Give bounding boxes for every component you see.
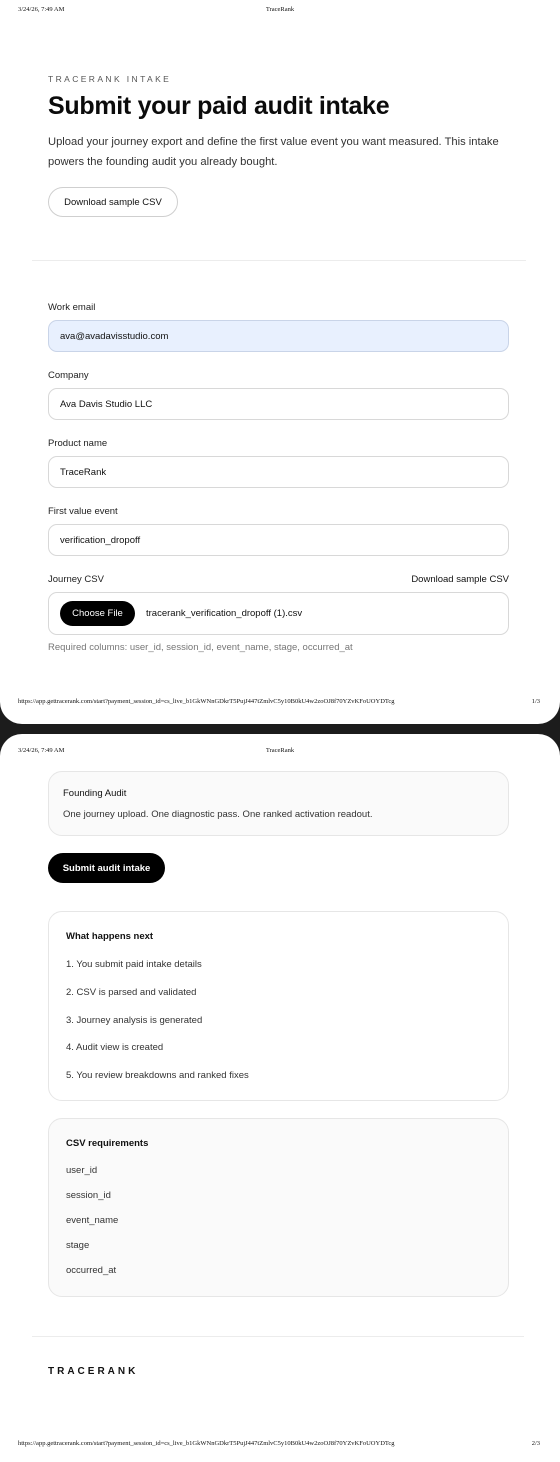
product-name-field[interactable] [48, 456, 509, 488]
list-item: 3. Journey analysis is generated [66, 1015, 203, 1026]
print-page-2 [0, 734, 560, 1462]
download-sample-csv-button[interactable]: Download sample CSV [48, 187, 178, 217]
selected-file-name: tracerank_verification_dropoff (1).csv [146, 608, 303, 619]
print-footer [0, 1440, 560, 1454]
print-page-number: 2/3 [531, 1440, 540, 1447]
download-sample-csv-link[interactable]: Download sample CSV [411, 574, 509, 585]
company-label: Company [48, 370, 89, 381]
product-value: TraceRank [60, 466, 107, 478]
list-item: user_id [66, 1165, 98, 1176]
print-page-number: 1/3 [531, 698, 540, 705]
divider [32, 260, 526, 261]
journey-csv-label: Journey CSV [48, 574, 104, 585]
print-url: https://app.gettracerank.com/start?payment_session_id=cs_live_b1GkWNnGDkrT5PujJ447tZmlvC5y10B0kU4w2zoOJ8f70YZvKFoUOYDTcg [18, 1440, 395, 1447]
next-steps-title: What happens next [66, 931, 154, 942]
print-header [0, 6, 560, 20]
company-value: Ava Davis Studio LLC [60, 398, 153, 410]
founding-audit-card [48, 771, 509, 836]
eyebrow: TRACERANK INTAKE [48, 74, 172, 84]
plan-description: One journey upload. One diagnostic pass. One ranked activation readout. [63, 809, 373, 820]
first-value-event-label: First value event [48, 506, 118, 517]
print-doc-title: TraceRank [265, 6, 295, 13]
list-item: stage [66, 1240, 90, 1251]
first-value-event-value: verification_dropoff [60, 534, 141, 546]
list-item: 1. You submit paid intake details [66, 959, 202, 970]
print-footer [0, 698, 560, 712]
csv-requirements-title: CSV requirements [66, 1138, 149, 1149]
csv-hint: Required columns: user_id, session_id, event_name, stage, occurred_at [48, 642, 353, 653]
list-item: 4. Audit view is created [66, 1042, 164, 1053]
submit-audit-intake-button[interactable]: Submit audit intake [48, 853, 165, 883]
plan-title: Founding Audit [63, 788, 127, 799]
list-item: session_id [66, 1190, 111, 1201]
company-field[interactable] [48, 388, 509, 420]
footer-brand-logo[interactable]: TRACERANK [48, 1366, 139, 1377]
product-label: Product name [48, 438, 108, 449]
print-datetime: 3/24/26, 7:49 AM [18, 747, 65, 754]
list-item: 5. You review breakdowns and ranked fixes [66, 1070, 249, 1081]
divider [32, 1336, 524, 1337]
print-header [0, 747, 560, 761]
print-datetime: 3/24/26, 7:49 AM [18, 6, 65, 13]
list-item: event_name [66, 1215, 119, 1226]
intro-text: Upload your journey export and define the first value event you want measured. This intake powers the founding audit you already bought. [48, 136, 499, 168]
print-url: https://app.gettracerank.com/start?payment_session_id=cs_live_b1GkWNnGDkrT5PujJ447tZmlvC5y10B0kU4w2zoOJ8f70YZvKFoUOYDTcg [18, 698, 395, 705]
csv-requirements-card [48, 1118, 509, 1297]
what-happens-next-card [48, 911, 509, 1101]
email-field[interactable] [48, 320, 509, 352]
email-value: ava@avadavisstudio.com [60, 330, 169, 342]
list-item: occurred_at [66, 1265, 117, 1276]
list-item: 2. CSV is parsed and validated [66, 987, 197, 998]
print-doc-title: TraceRank [265, 747, 295, 754]
first-value-event-field[interactable] [48, 524, 509, 556]
page-title: Submit your paid audit intake [48, 92, 390, 120]
print-page-1 [0, 0, 560, 724]
choose-file-button[interactable]: Choose File [60, 601, 135, 626]
journey-csv-file-input[interactable] [48, 592, 509, 635]
email-label: Work email [48, 302, 96, 313]
